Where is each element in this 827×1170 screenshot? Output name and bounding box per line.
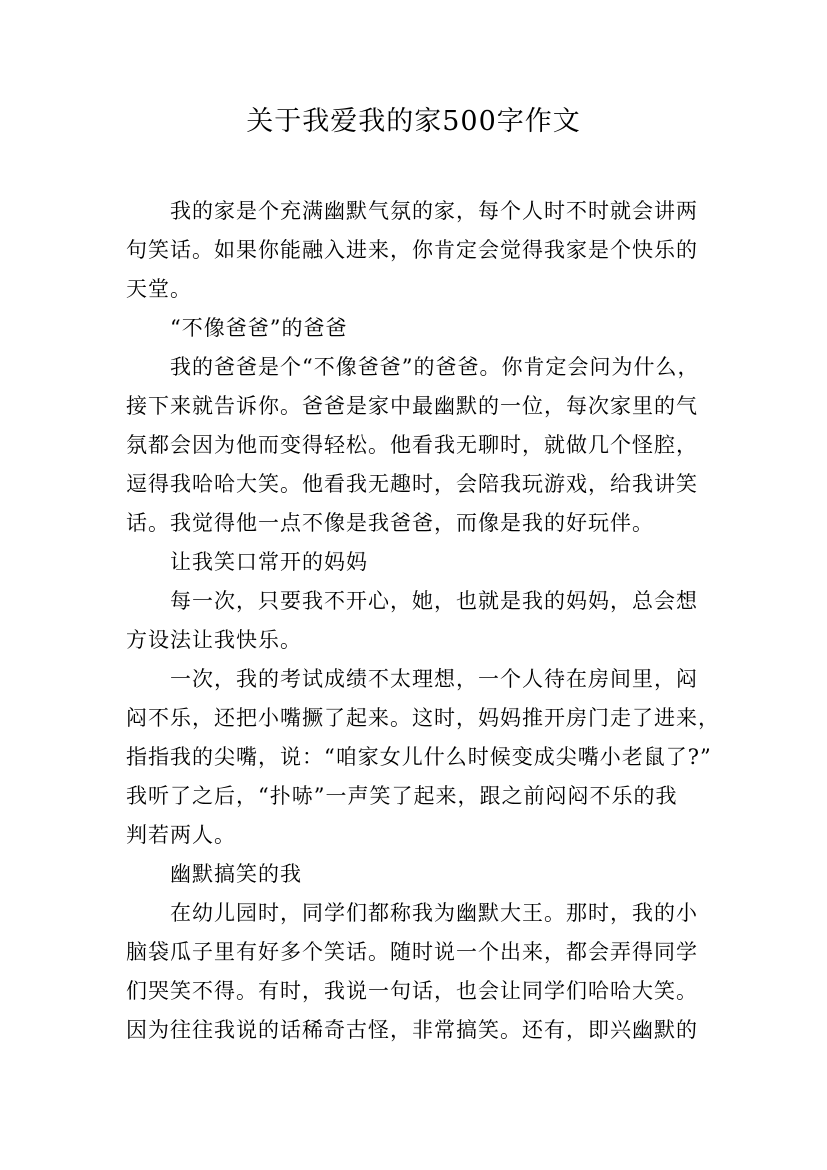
text-line: 因为往往我说的话稀奇古怪，非常搞笑。还有，即兴幽默的 xyxy=(126,1018,698,1042)
text-line: 天堂。 xyxy=(126,277,192,301)
document-body xyxy=(126,192,720,1050)
text-line: 幽默搞笑的我 xyxy=(170,862,302,886)
text-line: 们哭笑不得。有时，我说一句话，也会让同学们哈哈大笑。 xyxy=(126,979,698,1003)
text-line: 指指我的尖嘴，说：“咱家女儿什么时候变成尖嘴小老鼠了?” xyxy=(126,745,712,769)
text-line: 让我笑口常开的妈妈 xyxy=(170,550,368,574)
document-title: 关于我爱我的家500字作文 xyxy=(246,106,581,137)
text-line: 一次，我的考试成绩不太理想，一个人待在房间里，闷 xyxy=(170,667,698,691)
text-line: 话。我觉得他一点不像是我爸爸，而像是我的好玩伴。 xyxy=(126,511,654,535)
text-line: 脑袋瓜子里有好多个笑话。随时说一个出来，都会弄得同学 xyxy=(126,940,698,964)
text-line: “不像爸爸”的爸爸 xyxy=(170,316,348,340)
text-line: 在幼儿园时，同学们都称我为幽默大王。那时，我的小 xyxy=(170,901,698,925)
text-line: 每一次，只要我不开心，她，也就是我的妈妈，总会想 xyxy=(170,589,698,613)
text-line: 我的爸爸是个“不像爸爸”的爸爸。你肯定会问为什么， xyxy=(170,355,700,379)
text-line: 氛都会因为他而变得轻松。他看我无聊时，就做几个怪腔， xyxy=(126,433,698,457)
text-line: 接下来就告诉你。爸爸是家中最幽默的一位，每次家里的气 xyxy=(126,394,698,418)
text-line: 判若两人。 xyxy=(126,823,236,847)
text-line: 句笑话。如果你能融入进来，你肯定会觉得我家是个快乐的 xyxy=(126,238,698,262)
text-line: 我的家是个充满幽默气氛的家，每个人时不时就会讲两 xyxy=(170,199,698,223)
text-line: 闷不乐，还把小嘴撅了起来。这时，妈妈推开房门走了进来， xyxy=(126,706,720,730)
text-line: 逗得我哈哈大笑。他看我无趣时，会陪我玩游戏，给我讲笑 xyxy=(126,472,698,496)
text-line: 方设法让我快乐。 xyxy=(126,628,302,652)
text-line: 我听了之后，“扑哧”一声笑了起来，跟之前闷闷不乐的我 xyxy=(126,784,678,808)
